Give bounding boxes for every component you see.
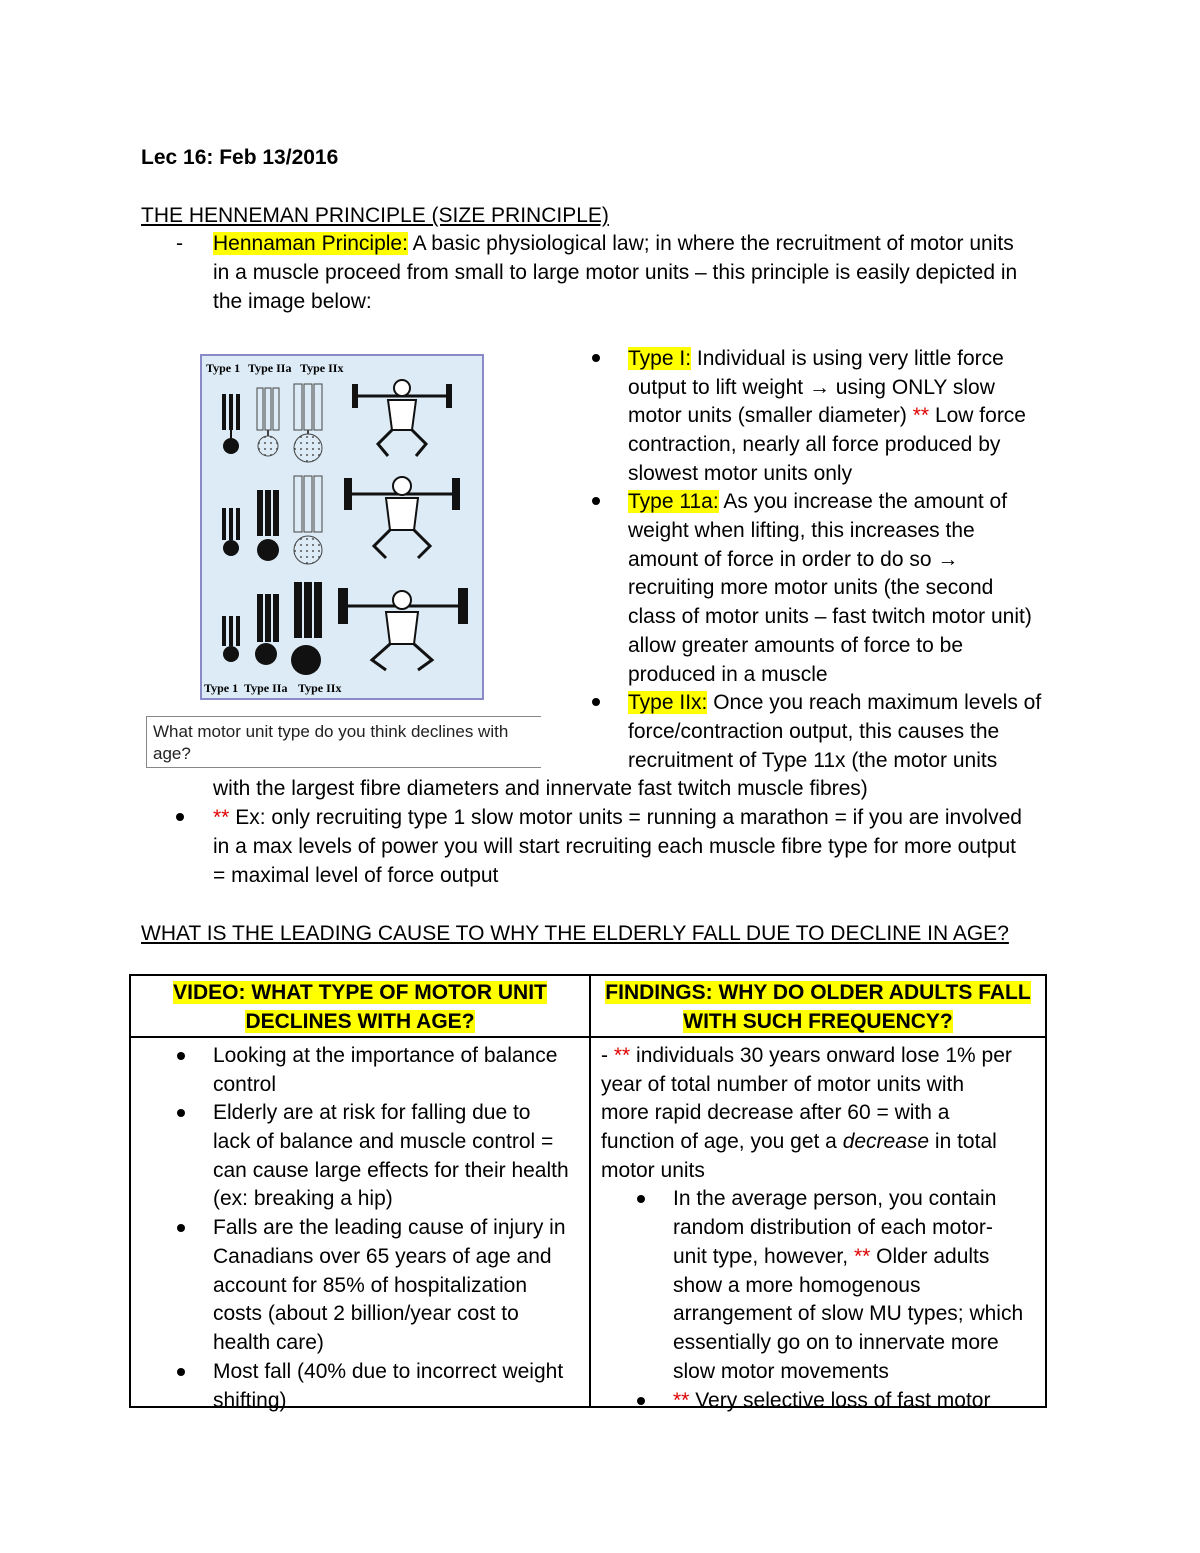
henneman-definition-line1: Hennaman Principle: A basic physiological law; in where the recruitment of motor units xyxy=(213,232,1014,255)
type1-line1: Type I: Individual is using very little force xyxy=(628,347,1004,370)
left-bullet-4 xyxy=(177,1368,185,1376)
dash-marker: - xyxy=(176,232,183,255)
callout-text: What motor unit type do you think declines with age? xyxy=(153,722,509,763)
right-intro-l3: more rapid decrease after 60 = with a xyxy=(601,1101,950,1124)
lecture-title: Lec 16: Feb 13/2016 xyxy=(141,146,339,169)
left-bullet-2 xyxy=(177,1109,185,1117)
right-intro-l5: motor units xyxy=(601,1159,705,1182)
left-b2-l1: Elderly are at risk for falling due to xyxy=(213,1101,531,1124)
fig-row-2 xyxy=(222,476,460,564)
typeIIx-line4: with the largest fibre diameters and innervate fast twitch muscle fibres) xyxy=(213,777,868,800)
left-b4-l1: Most fall (40% due to incorrect weight xyxy=(213,1360,564,1383)
left-b3-l3: account for 85% of hospitalization xyxy=(213,1274,528,1297)
fig-top-label-1: Type 1 xyxy=(206,361,241,375)
right-b1-l5: arrangement of slow MU types; which xyxy=(673,1302,1024,1325)
figure-illustration xyxy=(202,356,482,698)
table-cell-findings xyxy=(590,1037,1046,1412)
table-header-findings: FINDINGS: WHY DO OLDER ADULTS FALL WITH SUCH FREQUENCY? xyxy=(590,975,1046,1037)
left-b3-l5: health care) xyxy=(213,1331,324,1354)
section-heading-henneman: THE HENNEMAN PRINCIPLE (SIZE PRINCIPLE) xyxy=(141,204,609,227)
left-bullet-1 xyxy=(177,1052,185,1060)
right-b1-l7: slow motor movements xyxy=(673,1360,889,1383)
henneman-definition-line2: in a muscle proceed from small to large motor units – this principle is easily depicted in xyxy=(213,261,1018,284)
left-b2-l3: can cause large effects for their health xyxy=(213,1159,569,1182)
table-cell-video xyxy=(130,1037,590,1412)
type11a-line7: produced in a muscle xyxy=(628,663,828,686)
type1-line4: contraction, nearly all force produced by xyxy=(628,433,1001,456)
type11a-line2: weight when lifting, this increases the xyxy=(628,519,975,542)
example-line1: ** Ex: only recruiting type 1 slow motor units = running a marathon = if you are involved xyxy=(213,806,1022,829)
henneman-definition-line3: the image below: xyxy=(213,290,372,313)
type1-line5: slowest motor units only xyxy=(628,462,853,485)
right-intro-l2: year of total number of motor units with xyxy=(601,1073,964,1096)
fig-bottom-label-3: Type IIx xyxy=(298,681,342,695)
type11a-line4: recruiting more motor units (the second xyxy=(628,576,994,599)
example-line2: in a max levels of power you will start recruiting each muscle fibre type for more output xyxy=(213,835,1017,858)
type1-line2: output to lift weight → using ONLY slow xyxy=(628,376,995,399)
right-b1-l1: In the average person, you contain xyxy=(673,1187,997,1210)
fig-top-label-2: Type IIa xyxy=(248,361,292,375)
fig-row-1 xyxy=(222,380,452,462)
bullet-typeIIx xyxy=(592,698,600,706)
left-b3-l1: Falls are the leading cause of injury in xyxy=(213,1216,566,1239)
right-b1-l6: essentially go on to innervate more xyxy=(673,1331,999,1354)
henneman-term: Hennaman Principle: xyxy=(213,232,408,255)
right-intro-l4: function of age, you get a decrease in total xyxy=(601,1130,997,1153)
left-b1-l1: Looking at the importance of balance xyxy=(213,1044,558,1067)
right-bullet-1 xyxy=(637,1195,645,1203)
left-b4-l2: shifting) xyxy=(213,1389,287,1412)
left-b1-l2: control xyxy=(213,1073,277,1096)
left-bullet-3 xyxy=(177,1224,185,1232)
right-b1-l2: random distribution of each motor- xyxy=(673,1216,993,1239)
type11a-line6: allow greater amounts of force to be xyxy=(628,634,964,657)
section-heading-elderly-fall: WHAT IS THE LEADING CAUSE TO WHY THE ELDERLY FALL DUE TO DECLINE IN AGE? xyxy=(141,922,1009,945)
bullet-type1 xyxy=(592,354,600,362)
bullet-type11a xyxy=(592,497,600,505)
right-b1-l3: unit type, however, ** Older adults xyxy=(673,1245,990,1268)
type11a-line3: amount of force in order to do so → xyxy=(628,548,959,571)
left-b3-l2: Canadians over 65 years of age and xyxy=(213,1245,552,1268)
type11a-line5: class of motor units – fast twitch motor unit) xyxy=(628,605,1032,628)
fig-bottom-label-1: Type 1 xyxy=(204,681,239,695)
left-b2-l4: (ex: breaking a hip) xyxy=(213,1187,393,1210)
comparison-table xyxy=(129,974,1047,1412)
question-callout xyxy=(146,716,541,768)
motor-unit-recruitment-figure xyxy=(200,354,484,700)
right-bullet-2 xyxy=(637,1397,645,1405)
fig-bottom-label-2: Type IIa xyxy=(244,681,288,695)
bullet-example xyxy=(176,813,184,821)
typeIIx-line2: force/contraction output, this causes the xyxy=(628,720,1000,743)
example-line3: = maximal level of force output xyxy=(213,864,499,887)
left-b2-l2: lack of balance and muscle control = xyxy=(213,1130,554,1153)
right-b2-l1: ** Very selective loss of fast motor xyxy=(673,1389,991,1412)
typeIIx-line1: Type IIx: Once you reach maximum levels of xyxy=(628,691,1042,714)
right-b1-l4: show a more homogenous xyxy=(673,1274,921,1297)
fig-top-label-3: Type IIx xyxy=(300,361,344,375)
typeIIx-line3: recruitment of Type 11x (the motor units xyxy=(628,749,998,772)
fig-row-3 xyxy=(222,582,468,675)
right-intro-l1: - ** individuals 30 years onward lose 1% per xyxy=(601,1044,1012,1067)
left-b3-l4: costs (about 2 billion/year cost to xyxy=(213,1302,519,1325)
type11a-line1: Type 11a: As you increase the amount of xyxy=(628,490,1008,513)
type1-line3: motor units (smaller diameter) ** Low force xyxy=(628,404,1026,427)
table-header-video: VIDEO: WHAT TYPE OF MOTOR UNIT DECLINES WITH AGE? xyxy=(130,975,590,1037)
